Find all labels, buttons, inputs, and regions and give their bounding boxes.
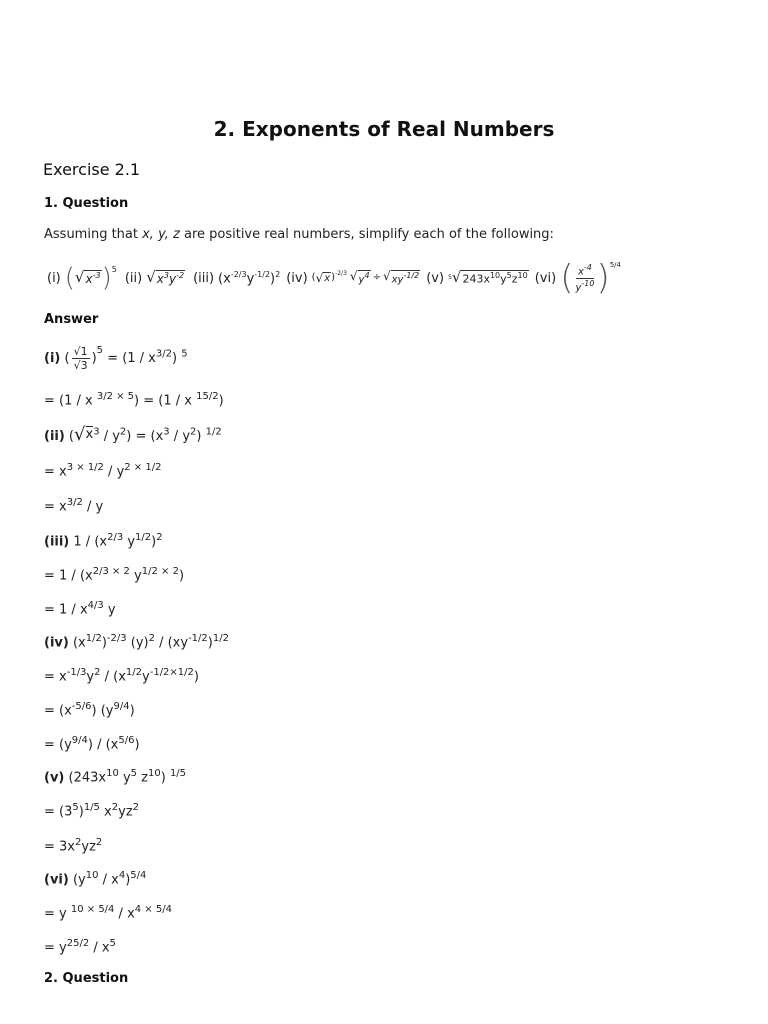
part-vi-label: (vi): [534, 270, 557, 286]
answer-line-10: = $x^{-1/3}y^2 / (x^{1/2}y^{-1/2\times 1/2})$: [44, 667, 199, 685]
answer-line-16: (vi) $(y^{10} / x^4)^{5/4}$: [44, 870, 147, 888]
answer-line-5: = $x^{3/2}$ / y: [44, 497, 104, 515]
question-2-heading: 2. Question: [44, 971, 129, 986]
part-i-label: (i): [47, 270, 61, 286]
part-ii-label: (ii): [124, 270, 143, 286]
answer-line-7: = $1 / (x^{2/3 \times 2}$ $y^{1/2 \times 2}$): [44, 566, 185, 584]
question-1-prompt: Assuming that x, y, z are positive real numbers, simplify each of the following:: [44, 227, 554, 242]
question-1-heading: 1. Question: [44, 196, 129, 211]
answer-line-17: = y $^{10 \times 5/4} / x^{4 \times 5/4}$: [44, 904, 172, 922]
part-iv-label: (iv): [286, 270, 308, 286]
answer-line-15: = $3x^2yz^2$: [44, 837, 103, 855]
question-1-expressions: [43, 258, 621, 298]
answer-line-4: = $x^{3 \times 1/2} / y^{2 \times 1/2}$: [44, 462, 162, 480]
page-title: 2. Exponents of Real Numbers: [213, 117, 555, 141]
part-ii-expression: √ $x^3y^{-2}$: [146, 268, 185, 286]
answer-line-18: = $y^{25/2} / x^5$: [44, 938, 116, 956]
part-vi-expression: ( $\frac{x^{-4}}{y^{-10}}$ ) $^{5/4}$: [560, 258, 621, 298]
part-iii-expression: $(x^{-2/3}y^{-1/2})^2$: [218, 269, 281, 287]
answer-line-1: (i) ( $\frac{√1}{√3}$ ) $^5$ = $(1 / x^{3/2})$ $^5$: [44, 345, 188, 372]
answer-line-14: = $(3^5)^{1/5}$ $x^2yz^2$: [44, 802, 140, 820]
part-iv-expression: ( √ x ) $^{-2/3}$ √ $y^4$ ÷ √ $xy^{-1/2}$: [311, 269, 420, 286]
part-v-label: (v): [426, 270, 445, 286]
answer-line-11: = $(x^{-5/6})$ $(y^{9/4})$: [44, 701, 135, 719]
answer-line-2: = (1 / x $^{3/2 \times 5}$) = (1 / x $^{15/2}$): [44, 391, 224, 409]
answer-line-12: = $(y^{9/4}) / (x^{5/6})$: [44, 735, 140, 753]
answer-line-9: (iv) $(x^{1/2})^{-2/3}$ $(y)^2 / (xy^{-1/2})^{1/2}$: [44, 633, 229, 651]
part-v-expression: 5 √ $243x^{10}y^5z^{10}$: [448, 268, 528, 287]
exercise-heading: Exercise 2.1: [43, 160, 141, 179]
answer-line-8: = $1 / x^{4/3}$ y: [44, 600, 116, 618]
answer-line-3: (ii) ( √ x $^3 / y^2) = (x^3 / y^2)$ $^{1/2}$: [44, 424, 222, 445]
answer-line-6: (iii) $1 / (x^{2/3}$ $y^{1/2})^2$: [44, 532, 163, 550]
answer-line-13: (v) ($243x^{10}$ $y^5$ $z^{10}$) $^{1/5}$: [44, 768, 187, 786]
part-iii-label: (iii): [193, 270, 215, 286]
part-i-expression: ( √ $x^{-3}$ ) $^5$: [64, 263, 117, 293]
answer-label: Answer: [44, 312, 99, 327]
